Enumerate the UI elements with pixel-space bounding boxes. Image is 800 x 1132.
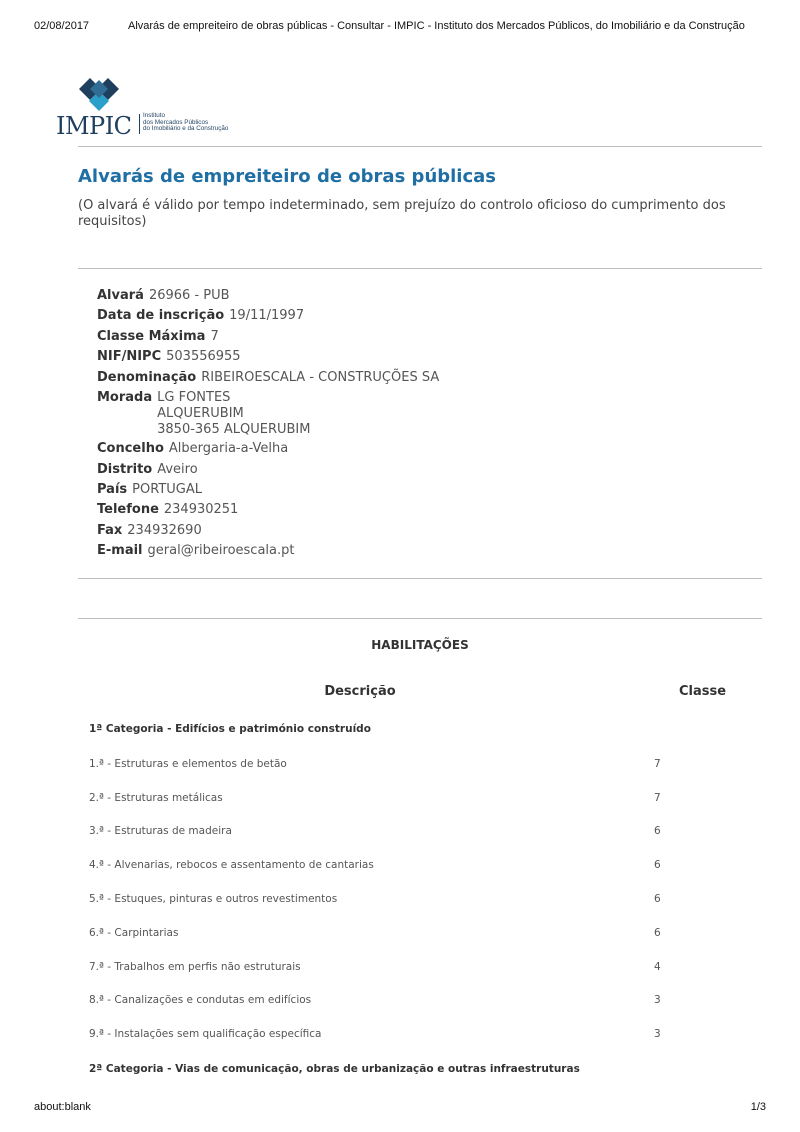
table-row-description: 9.ª - Instalações sem qualificação específica [89,1028,322,1040]
table-row-classe: 6 [654,859,661,871]
detail-label: NIF/NIPC [97,349,162,364]
logo-divider [139,114,140,134]
detail-value: 19/11/1997 [229,308,305,323]
detail-classe-maxima [97,329,219,344]
address-line: LG FONTES [157,390,231,405]
detail-telefone [97,502,238,517]
print-page-number: 1/3 [750,1101,766,1113]
table-row-classe: 4 [654,961,661,973]
detail-pais [97,482,202,497]
detail-label: E-mail [97,543,143,558]
table-row-description: 1.ª - Estruturas e elementos de betão [89,758,287,770]
detail-denominacao [97,370,439,385]
detail-label: Classe Máxima [97,329,206,344]
table-row-classe: 3 [654,1028,661,1040]
print-title: Alvarás de empreiteiro de obras públicas - Consultar - IMPIC - Instituto dos Mercados Públicos, do Imobiliário e da Construção [128,20,745,32]
impic-logo[interactable] [56,74,256,138]
category-heading: 2ª Categoria - Vias de comunicação, obras de urbanização e outras infraestruturas [89,1063,580,1075]
table-row-description: 3.ª - Estruturas de madeira [89,825,232,837]
detail-label: Denominação [97,370,197,385]
table-row-classe: 3 [654,994,661,1006]
detail-value: 503556955 [166,349,241,364]
detail-alvara [97,288,230,303]
address-line: 3850-365 ALQUERUBIM [157,422,311,437]
address-line: ALQUERUBIM [157,406,244,421]
detail-label: Alvará [97,288,144,303]
detail-label: País [97,482,128,497]
divider [78,268,762,269]
table-row-classe: 7 [654,792,661,804]
table-row-description: 5.ª - Estuques, pinturas e outros revestimentos [89,893,338,905]
detail-data-inscricao [97,308,304,323]
detail-value: Aveiro [157,462,198,477]
detail-label: Morada [97,390,153,405]
detail-fax [97,523,202,538]
detail-value: 234932690 [127,523,202,538]
detail-label: Telefone [97,502,159,517]
table-row-classe: 6 [654,893,661,905]
table-row-classe: 6 [654,927,661,939]
logo-wordmark: IMPIC [56,112,132,140]
detail-distrito [97,462,198,477]
detail-value: RIBEIROESCALA - CONSTRUÇÕES SA [201,370,440,385]
category-heading: 1ª Categoria - Edifícios e património construído [89,723,371,735]
table-row-classe: 7 [654,758,661,770]
detail-label: Data de inscrição [97,308,225,323]
detail-value: 234930251 [163,502,239,517]
detail-email [97,543,294,558]
detail-value: 7 [210,329,219,344]
table-row-description: 8.ª - Canalizações e condutas em edifícios [89,994,312,1006]
table-row-description: 6.ª - Carpintarias [89,927,179,939]
detail-value[interactable]: geral@ribeiroescala.pt [147,543,295,558]
logo-subtitle-line: do Imobiliário e da Construção [143,125,229,133]
logo-subtitle-line: dos Mercados Públicos [143,118,209,126]
divider [78,618,762,619]
habilitacoes-title: HABILITAÇÕES [371,638,469,652]
divider [78,146,762,147]
table-row-description: 7.ª - Trabalhos em perfis não estruturais [89,961,301,973]
print-date: 02/08/2017 [34,20,90,32]
column-header-descricao: Descrição [324,684,396,699]
detail-label: Fax [97,523,123,538]
detail-nif [97,349,241,364]
table-row-description: 4.ª - Alvenarias, rebocos e assentamento de cantarias [89,859,374,871]
detail-value: PORTUGAL [132,482,202,497]
address-block [157,390,310,438]
table-row-description: 2.ª - Estruturas metálicas [89,792,223,804]
page-subtitle: (O alvará é válido por tempo indeterminado, sem prejuízo do controlo oficioso do cumprimento dos requisitos) [78,198,726,229]
detail-morada [97,390,310,438]
detail-concelho [97,441,288,456]
detail-value: Albergaria-a-Velha [168,441,289,456]
logo-subtitle-line: Instituto [143,112,166,119]
divider [78,578,762,579]
page-title: Alvarás de empreiteiro de obras públicas [78,166,497,187]
detail-label: Distrito [97,462,153,477]
print-url: about:blank [34,1101,91,1113]
column-header-classe: Classe [679,684,727,699]
logo-subtitle [143,113,228,133]
detail-value: 26966 - PUB [148,288,230,303]
detail-label: Concelho [97,441,164,456]
table-row-classe: 6 [654,825,661,837]
